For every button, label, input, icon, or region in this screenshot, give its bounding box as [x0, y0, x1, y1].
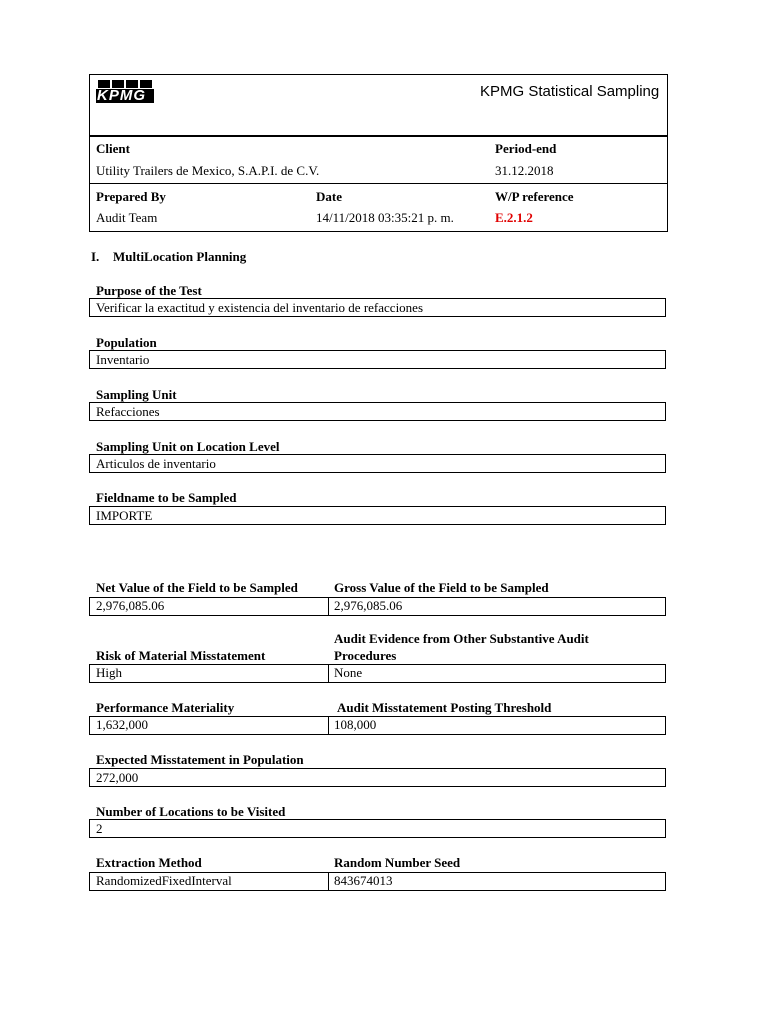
locations-field [89, 819, 666, 838]
risk-evidence-divider [328, 664, 329, 683]
gross-value-label: Gross Value of the Field to be Sampled [334, 580, 549, 595]
expected-misstatement-field [89, 768, 666, 787]
prepared-by-label: Prepared By [96, 189, 166, 204]
kpmg-logo-text: KPMG [97, 87, 146, 104]
prepared-by-value: Audit Team [96, 210, 158, 225]
date-value: 14/11/2018 03:35:21 p. m. [316, 210, 454, 225]
fieldname-label: Fieldname to be Sampled [96, 490, 237, 505]
header-title: KPMG Statistical Sampling [480, 83, 660, 100]
net-value: 2,976,085.06 [96, 598, 165, 613]
extraction-method-value: RandomizedFixedInterval [96, 873, 232, 888]
purpose-label: Purpose of the Test [96, 283, 202, 298]
population-field [89, 350, 666, 369]
locations-value: 2 [96, 821, 103, 836]
net-value-label: Net Value of the Field to be Sampled [96, 580, 298, 595]
risk-evidence-row [89, 664, 666, 683]
purpose-value: Verificar la exactitud y existencia del inventario de refacciones [96, 300, 424, 315]
sampling-unit-location-value: Articulos de inventario [96, 456, 216, 471]
audit-evidence-label-line1: Audit Evidence from Other Substantive Audit [334, 631, 589, 646]
section-title: MultiLocation Planning [113, 249, 247, 264]
risk-label: Risk of Material Misstatement [96, 648, 266, 663]
purpose-field [89, 298, 666, 317]
net-gross-divider [328, 597, 329, 616]
performance-materiality-label: Performance Materiality [96, 700, 235, 715]
sampling-unit-location-label: Sampling Unit on Location Level [96, 439, 280, 454]
performance-materiality-value: 1,632,000 [96, 717, 148, 732]
random-seed-label: Random Number Seed [334, 855, 461, 870]
extraction-seed-divider [328, 872, 329, 891]
sampling-unit-value: Refacciones [96, 404, 160, 419]
header-divider-1 [89, 135, 668, 137]
materiality-threshold-divider [328, 716, 329, 735]
risk-value: High [96, 665, 122, 680]
sampling-unit-location-field [89, 454, 666, 473]
posting-threshold-label: Audit Misstatement Posting Threshold [337, 700, 552, 715]
expected-misstatement-label: Expected Misstatement in Population [96, 752, 304, 767]
gross-value: 2,976,085.06 [334, 598, 403, 613]
population-value: Inventario [96, 352, 150, 367]
section-number: I. [91, 249, 100, 264]
date-label: Date [316, 189, 342, 204]
random-seed-value: 843674013 [334, 873, 393, 888]
sampling-unit-field [89, 402, 666, 421]
materiality-threshold-row [89, 716, 666, 735]
fieldname-value: IMPORTE [96, 508, 153, 523]
population-label: Population [96, 335, 157, 350]
audit-evidence-label-line2: Procedures [334, 648, 397, 663]
wp-reference-label: W/P reference [495, 189, 574, 204]
extraction-method-label: Extraction Method [96, 855, 202, 870]
audit-evidence-value: None [334, 665, 363, 680]
client-value: Utility Trailers de Mexico, S.A.P.I. de C.V. [96, 163, 320, 178]
kpmg-logo [96, 80, 156, 106]
sampling-unit-label: Sampling Unit [96, 387, 177, 402]
posting-threshold-value: 108,000 [334, 717, 377, 732]
header-divider-2 [89, 183, 668, 184]
fieldname-field [89, 506, 666, 525]
period-end-label: Period-end [495, 141, 557, 156]
period-end-value: 31.12.2018 [495, 163, 554, 178]
wp-reference-value: E.2.1.2 [495, 210, 533, 225]
client-label: Client [96, 141, 130, 156]
locations-label: Number of Locations to be Visited [96, 804, 286, 819]
expected-misstatement-value: 272,000 [96, 770, 139, 785]
